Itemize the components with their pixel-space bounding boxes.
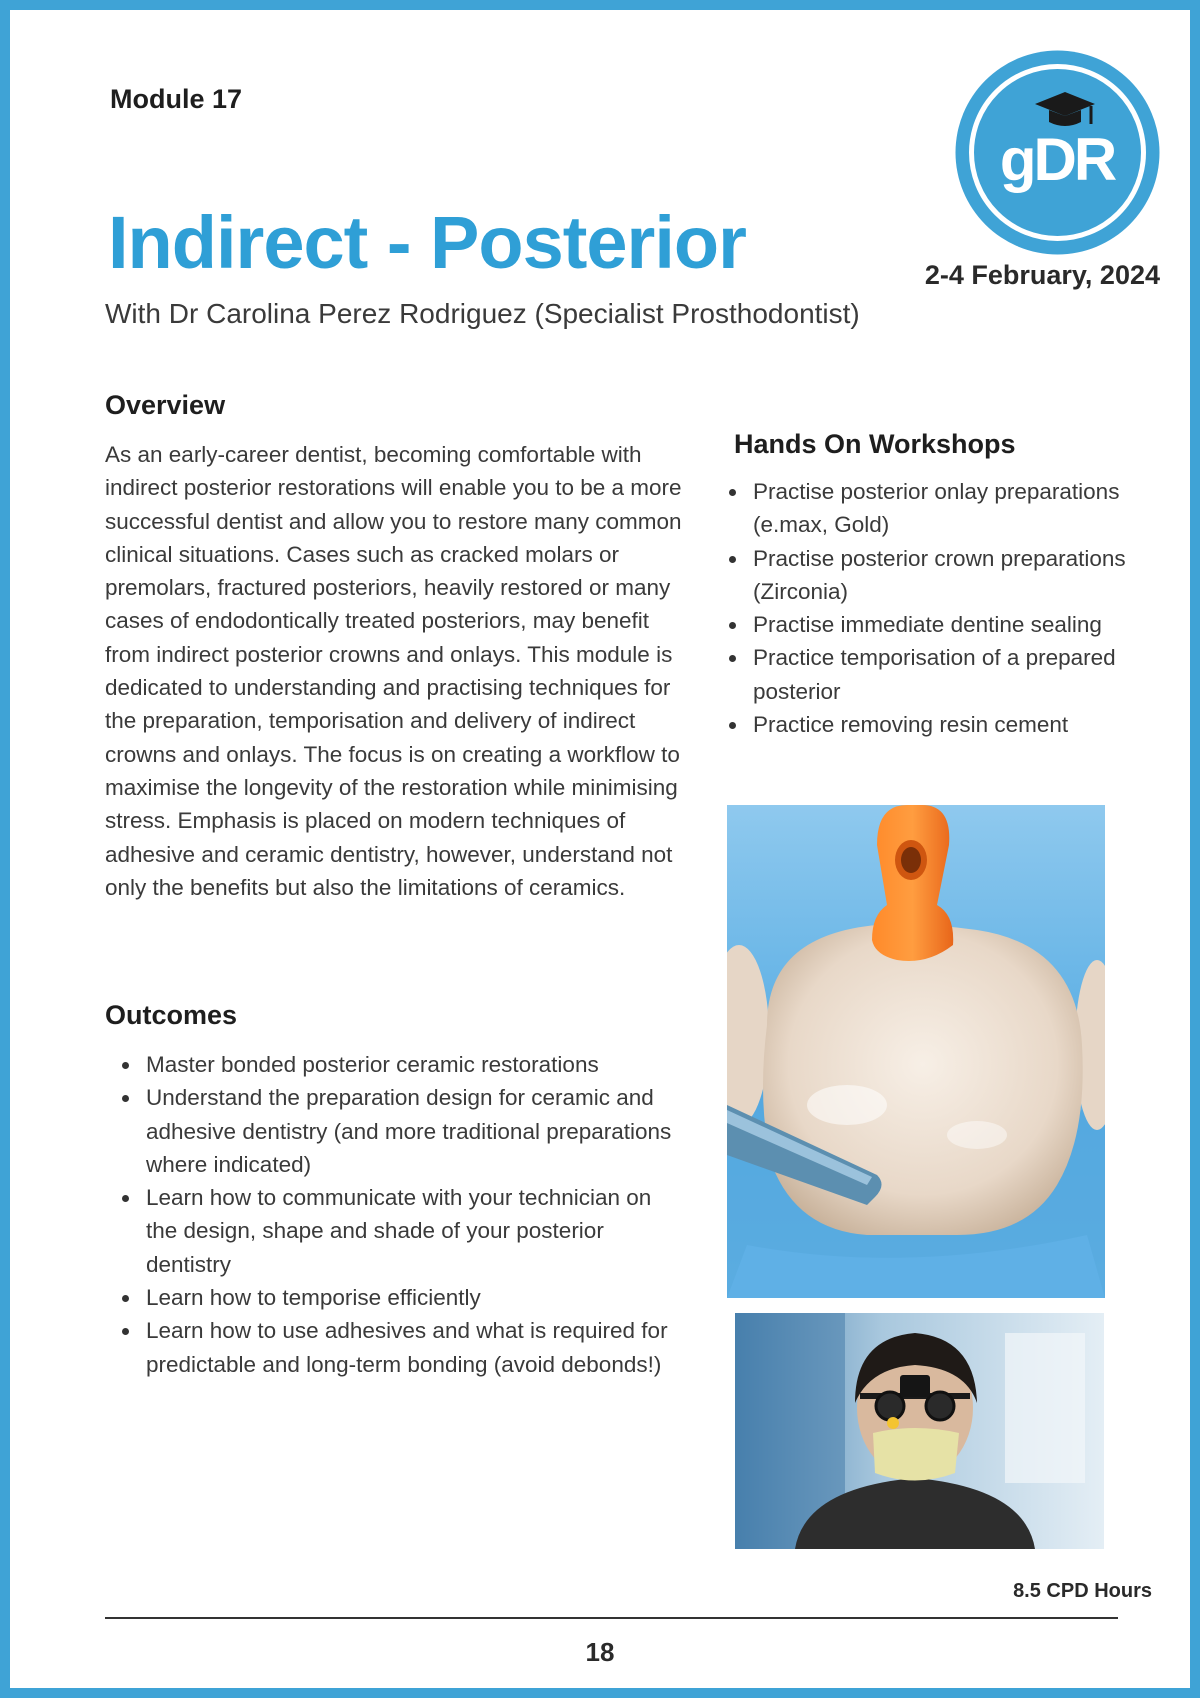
presenter-subtitle: With Dr Carolina Perez Rodriguez (Specialist Prosthodontist) [105,298,860,329]
gdr-logo [955,50,1160,255]
workshops-list [713,475,1133,741]
list-item: Practice removing resin cement [713,708,1133,741]
outcomes-heading: Outcomes [105,1000,238,1030]
overview-text: As an early-career dentist, becoming comfortable with indirect posterior restorations will enable you to be a more successful dentist and allow you to restore many common clinical situations. Cases such as cracked molars or premolars, fractured posteriors, heavily restored or many cases of endodontically treated posteriors, may benefit from indirect posterior crowns and onlays. This module is dedicated to understanding and practising techniques for the preparation, temporisation and delivery of indirect crowns and onlays. The focus is on creating a workflow to maximise the longevity of the restoration while minimising stress. Emphasis is placed on modern techniques of adhesive and ceramic dentistry, however, understand not only the benefits but also the limitations of ceramics. [105,442,682,900]
list-item: Practise posterior crown preparations (Zirconia) [713,542,1133,609]
list-item: Practise posterior onlay preparations (e.max, Gold) [713,475,1133,542]
overview-heading: Overview [105,390,226,420]
list-item: Learn how to use adhesives and what is required for predictable and long-term bonding (avoid debonds!) [106,1314,686,1381]
dentist-with-loupes-photo [735,1313,1104,1549]
outcomes-list [106,1048,686,1381]
workshops-heading: Hands On Workshops [734,429,1016,459]
list-item: Learn how to communicate with your technician on the design, shape and shade of your posterior dentistry [106,1181,686,1281]
page-number: 18 [585,1637,615,1667]
list-item: Master bonded posterior ceramic restorations [106,1048,686,1081]
list-item: Practice temporisation of a prepared posterior [713,641,1133,708]
tooth-restoration-photo [727,805,1105,1298]
list-item: Learn how to temporise efficiently [106,1281,686,1314]
event-date: 2-4 February, 2024 [924,260,1160,290]
list-item: Practise immediate dentine sealing [713,608,1133,641]
page-title: Indirect - Posterior [108,201,746,284]
cpd-hours: 8.5 CPD Hours [1013,1580,1152,1602]
logo-text: gDR [999,126,1115,193]
list-item: Understand the preparation design for ceramic and adhesive dentistry (and more traditional preparations where indicated) [106,1081,686,1181]
module-label: Module 17 [110,84,243,114]
footer-divider [105,1617,1118,1619]
